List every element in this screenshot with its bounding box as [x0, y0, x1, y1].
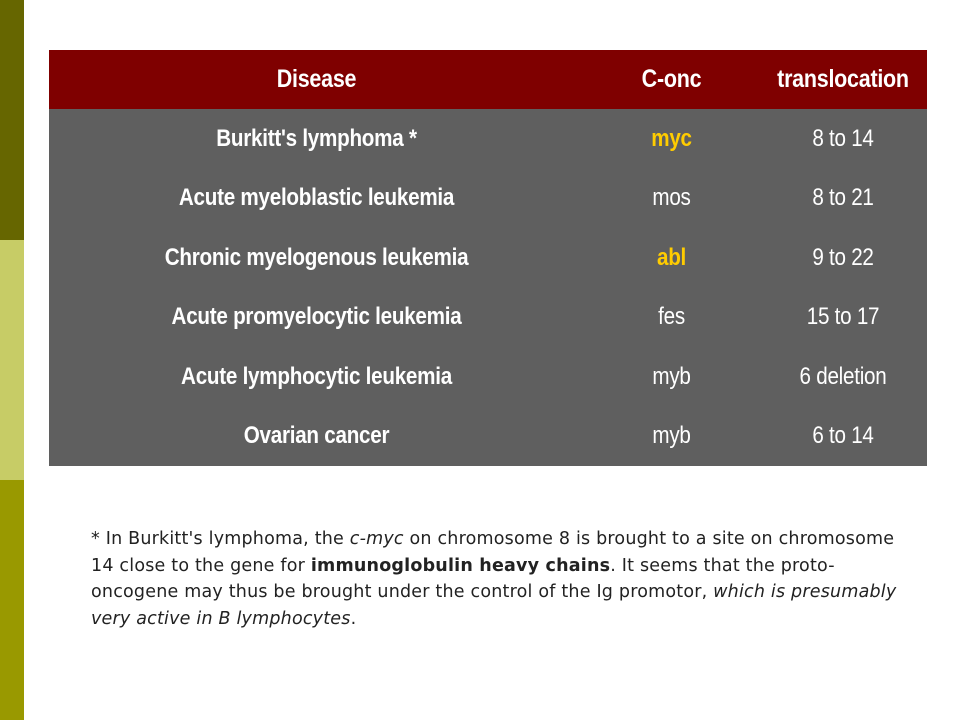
table-row	[49, 288, 927, 348]
table-row	[49, 169, 927, 229]
conc-cell: myc	[651, 124, 692, 152]
footnote-text: .	[350, 608, 357, 629]
translocation-cell: 6 to 14	[812, 422, 874, 450]
table-row	[49, 407, 927, 467]
table-row	[49, 109, 927, 169]
footnote-text: on chromosome 8 is brought to a site on chromosome 14 close to the gene for	[91, 529, 895, 576]
disease-cell: Burkitt's lymphoma *	[216, 124, 417, 152]
translocation-cell: 6 deletion	[799, 362, 887, 390]
footnote-italic-clause: which is presumably very active in B lymphocytes	[91, 582, 897, 629]
disease-cell: Ovarian cancer	[243, 422, 390, 450]
translocation-cell: 9 to 22	[812, 243, 874, 271]
conc-cell: myb	[652, 422, 691, 450]
translocation-cell: 8 to 21	[812, 184, 874, 212]
translocation-cell: 15 to 17	[806, 303, 880, 331]
header-disease: Disease	[276, 65, 357, 93]
conc-cell: abl	[656, 243, 687, 271]
left-stripe-dark	[0, 0, 24, 240]
left-stripe-olive	[0, 480, 24, 720]
table-row	[49, 228, 927, 288]
table-row	[49, 347, 927, 407]
footnote-emphasis: immunoglobulin heavy chains	[310, 555, 611, 576]
disease-cell: Acute myeloblastic leukemia	[178, 184, 455, 212]
disease-cell: Chronic myelogenous leukemia	[164, 243, 469, 271]
conc-cell: fes	[658, 303, 685, 331]
footnote	[91, 526, 921, 632]
header-conc: C-onc	[641, 65, 702, 93]
oncogene-table	[49, 50, 927, 466]
header-translocation: translocation	[777, 65, 909, 93]
footnote-gene-name: c-myc	[349, 529, 404, 549]
disease-cell: Acute promyelocytic leukemia	[171, 303, 462, 331]
conc-cell: mos	[652, 184, 691, 212]
conc-cell: myb	[652, 362, 691, 390]
footnote-text: * In Burkitt's lymphoma, the	[91, 529, 350, 549]
left-stripe-light	[0, 240, 24, 480]
table-header-row	[49, 50, 927, 109]
footnote-text: . It seems that the proto-oncogene may thus be brought under the control of the Ig promotor,	[91, 555, 835, 602]
translocation-cell: 8 to 14	[812, 124, 874, 152]
disease-cell: Acute lymphocytic leukemia	[181, 362, 452, 390]
